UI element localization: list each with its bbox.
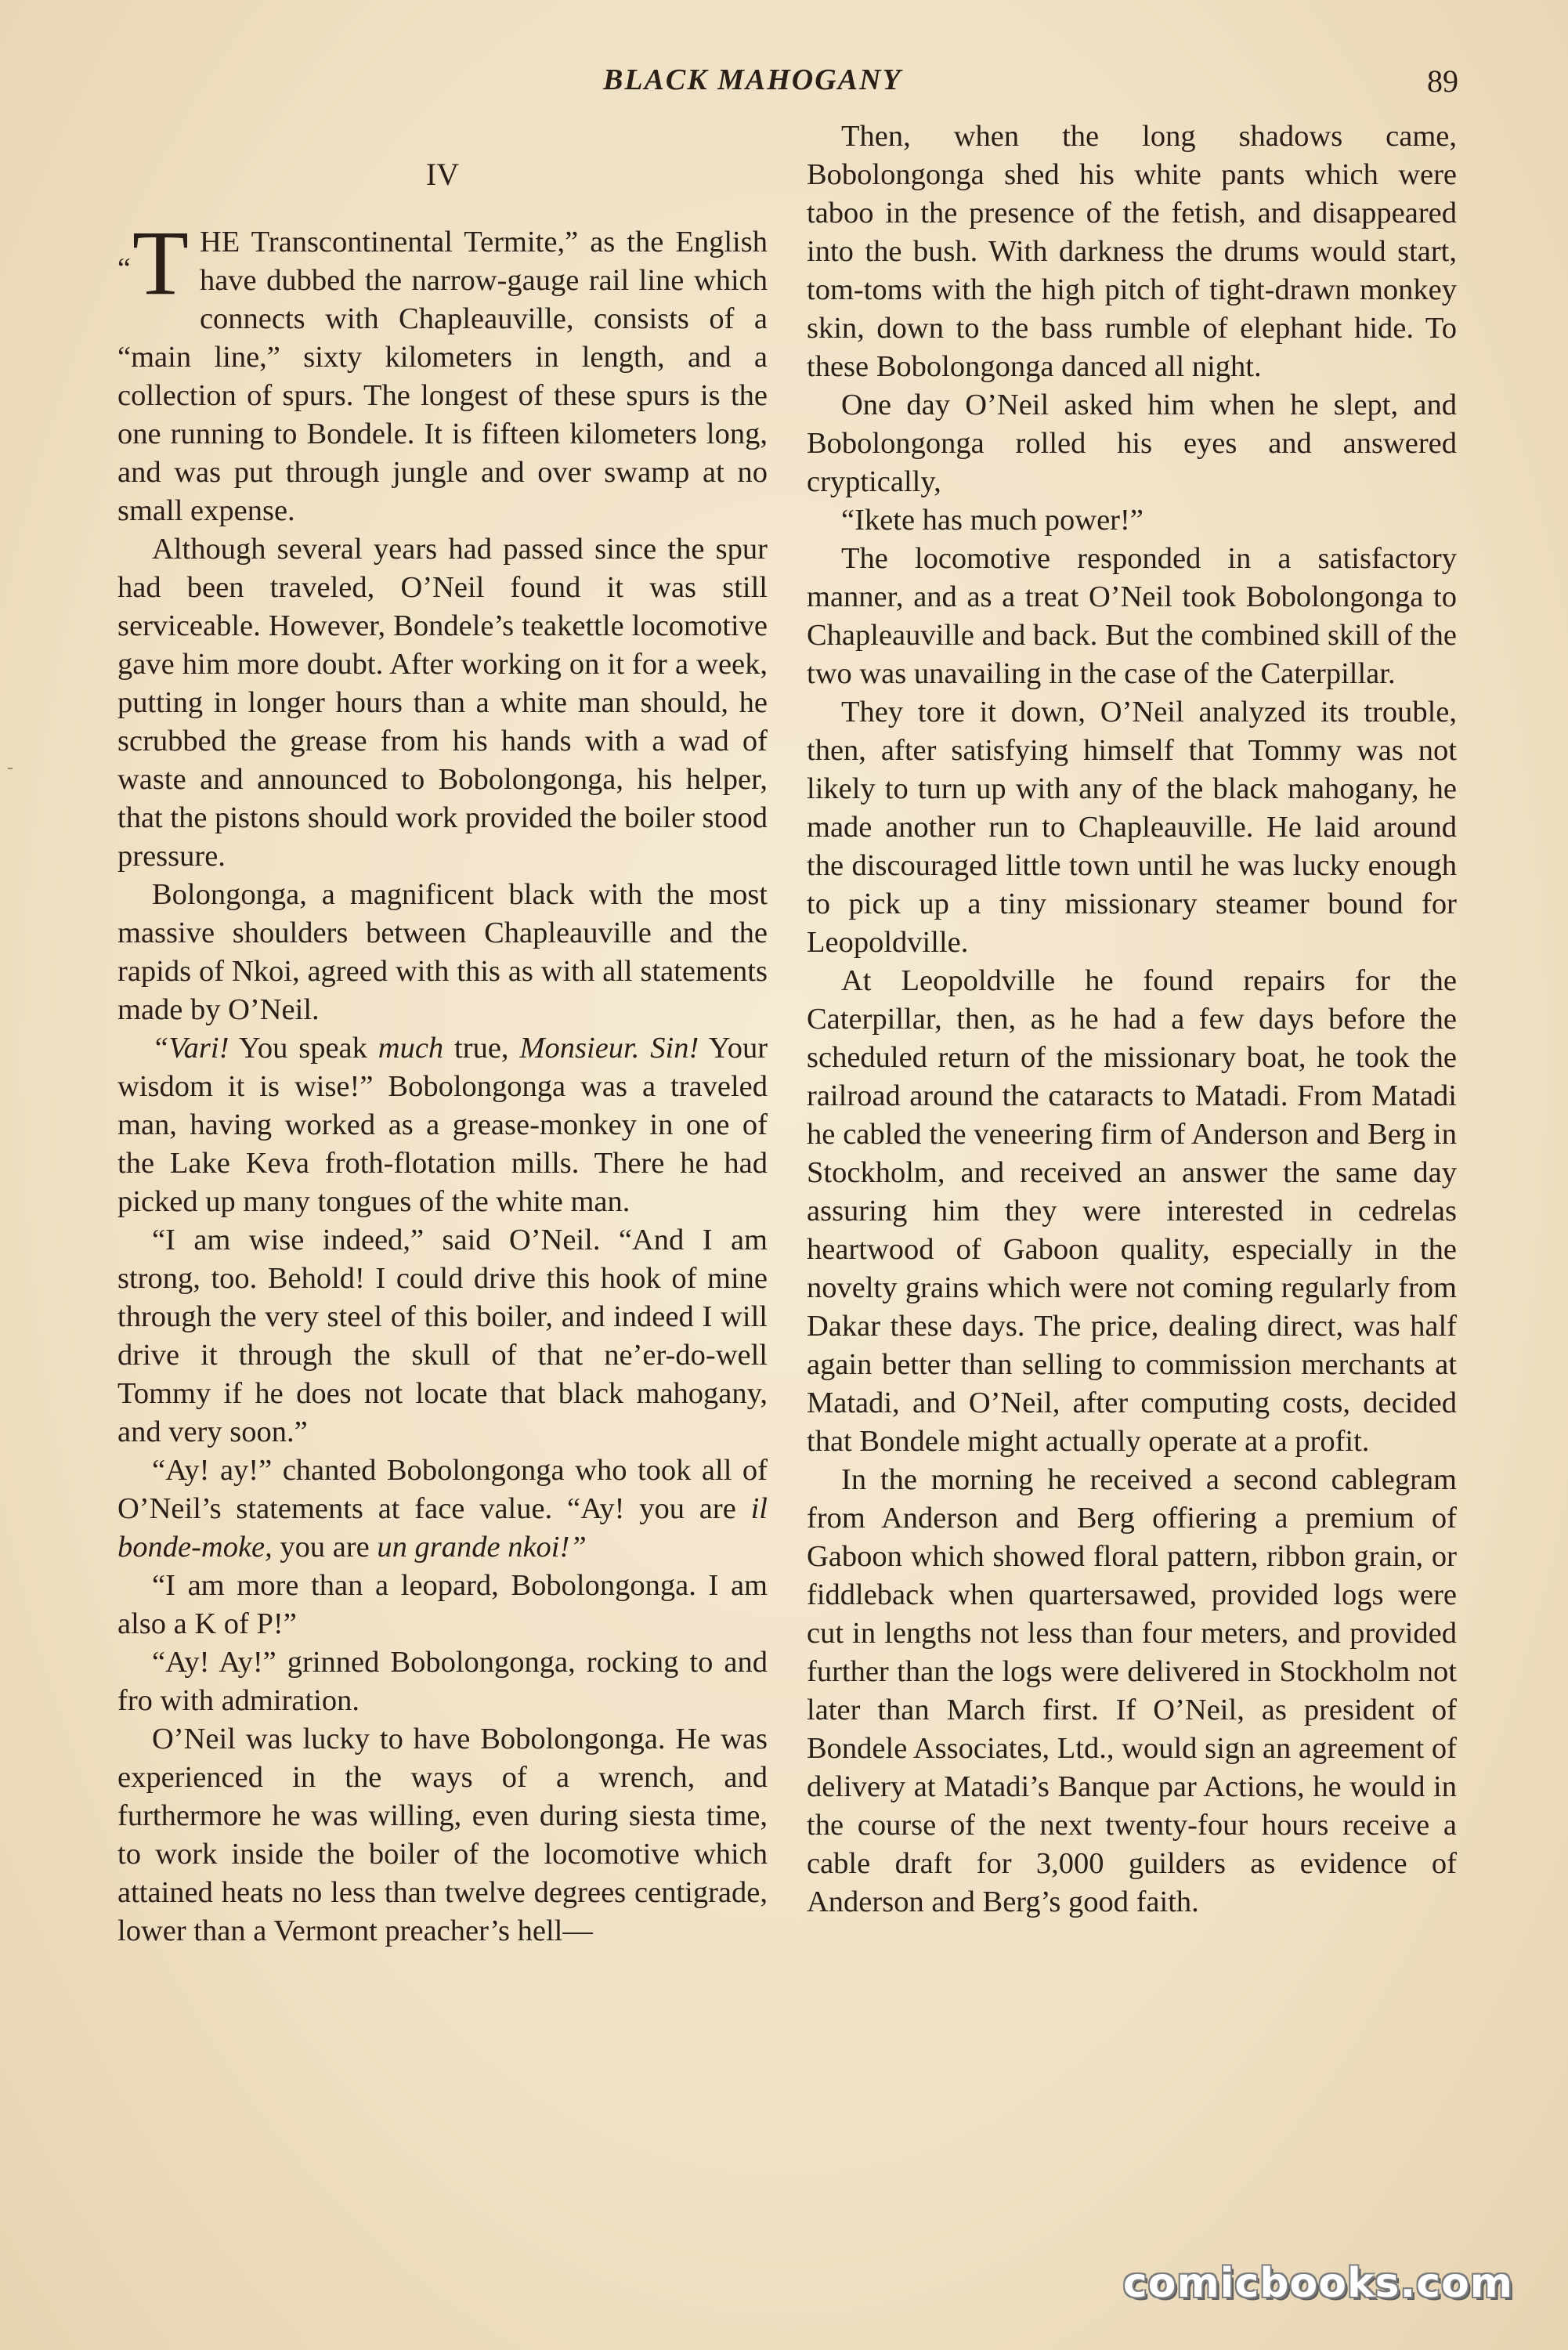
- paragraph: [117, 1029, 768, 1221]
- paragraph-text: true,: [443, 1032, 520, 1065]
- site-watermark: comicbooks.com: [1122, 2260, 1513, 2307]
- paragraph-text: HE Transcontinental Termite,” as the English have dubbed the narrow-gauge rail line which connects with Chapleauville, consists of a “main line,” sixty kilometers in length, and a collection of spurs. The longest of these spurs is the one running to Bondele. It is fifteen kilometers long, and was put through jungle and over swamp at no small expense.: [117, 226, 768, 527]
- left-column: [117, 118, 768, 1950]
- page-number: 89: [1427, 63, 1458, 99]
- paragraph: “Ikete has much power!”: [841, 504, 1143, 537]
- running-title: BLACK MAHOGANY: [603, 63, 902, 96]
- running-header: [0, 63, 1568, 110]
- paragraph: At Leopoldville he found repairs for the Caterpillar, then, as he had a few days before the scheduled return of the missionary boat, he took the railroad around the cataracts to Matadi. From Matadi he cabled the veneering firm of Anderson and Berg in Stockholm, and received an answer the same day assuring him they were interested in cedrelas heartwood of Gaboon quality, especially in the novelty grains which were not coming regularly from Dakar these days. The price, dealing direct, was half again better than selling to commission merchants at Matadi, and O’Neil, after computing costs, decided that Bondele might actually operate at a profit.: [807, 964, 1457, 1458]
- paragraph: Although several years had passed since the spur had been traveled, O’Neil found it was still serviceable. However, Bondele’s teakettle locomotive gave him more doubt. After working on it for a week, putting in longer hours than a white man should, he scrubbed the grease from his hands with a wad of waste and announced to Bobolongonga, his helper, that the pistons should work provided the boiler stood pressure.: [117, 533, 768, 873]
- paragraph: [117, 1452, 768, 1567]
- paragraph: Bolongonga, a magnificent black with the most massive shoulders between Chapleauville and the rapids of Nkoi, agreed with this as with all statements made by O’Neil.: [117, 878, 768, 1026]
- paragraph-opening: [117, 212, 768, 530]
- paragraph: “I am more than a leopard, Bobolongonga. I am also a K of P!”: [117, 1569, 768, 1640]
- paragraph-text: “Ay! ay!” chanted Bobolongonga who took all of O’Neil’s statements at face value. “Ay! you are: [117, 1454, 768, 1525]
- paragraph: The locomotive responded in a satisfactory manner, and as a treat O’Neil took Bobolongonga to Chapleauville and back. But the combined skill of the two was unavailing in the case of the Caterpillar.: [807, 542, 1457, 690]
- drop-cap-quote: “: [117, 252, 131, 285]
- section-number: IV: [425, 157, 460, 192]
- paragraph: Then, when the long shadows came, Bobolongonga shed his white pants which were taboo in the presence of the fetish, and disappeared into the bush. With darkness the drums would start, tom-toms with the high pitch of tight-drawn monkey skin, down to the bass rumble of elephant hide. To these Bobolongonga danced all night.: [807, 120, 1457, 383]
- right-column: [807, 118, 1457, 1922]
- paragraph-text: You speak: [229, 1032, 378, 1065]
- drop-cap-letter: T: [132, 212, 189, 314]
- paragraph: “I am wise indeed,” said O’Neil. “And I am strong, too. Behold! I could drive this hook of mine through the very steel of this boiler, and indeed I will drive it through the skull of that ne’er-do-well Tommy if he does not locate that black mahogany, and very soon.”: [117, 1224, 768, 1448]
- paragraph-text: Your wisdom it is wise!” Bobolongonga was a traveled man, having worked as a grease-monkey in one of the Lake Keva froth-flotation mills. There he had picked up many tongues of the white man.: [117, 1032, 768, 1218]
- drop-cap: [117, 212, 189, 314]
- paragraph: O’Neil was lucky to have Bobolongonga. He was experienced in the ways of a wrench, and furthermore he was willing, even during siesta time, to work inside the boiler of the locomotive which attained heats no less than twelve degrees centigrade, lower than a Vermont preacher’s hell—: [117, 1723, 768, 1947]
- paragraph: “Ay! Ay!” grinned Bobolongonga, rocking to and fro with admiration.: [117, 1646, 768, 1717]
- italic-text: much: [378, 1032, 444, 1065]
- paragraph-text: you are: [272, 1531, 378, 1564]
- italic-text: “Vari!: [152, 1032, 229, 1065]
- paragraph: They tore it down, O’Neil analyzed its trouble, then, after satisfying himself that Tommy was not likely to turn up with any of the black mahogany, he made another run to Chapleauville. He laid around the discouraged little town until he was lucky enough to pick up a tiny missionary steamer bound for Leopoldville.: [807, 696, 1457, 959]
- italic-text: Monsieur. Sin!: [519, 1032, 699, 1065]
- italic-text: il bonde-moke,: [117, 1492, 768, 1564]
- italic-text: un grande nkoi!”: [377, 1531, 587, 1564]
- paragraph: One day O’Neil asked him when he slept, and Bobolongonga rolled his eyes and answered cryptically,: [807, 389, 1457, 498]
- paragraph: In the morning he received a second cablegram from Anderson and Berg offiering a premium of Gaboon which showed floral pattern, ribbon grain, or fiddleback when quartersawed, provided logs were cut in lengths not less than four meters, and provided further than the logs were delivered in Stockholm not later than March first. If O’Neil, as president of Bondele Associates, Ltd., would sign an agreement of delivery at Matadi’s Banque par Actions, he would in the course of the next twenty-four hours receive a cable draft for 3,000 guilders as evidence of Anderson and Berg’s good faith.: [807, 1463, 1457, 1918]
- page-edge-mark: [8, 768, 13, 769]
